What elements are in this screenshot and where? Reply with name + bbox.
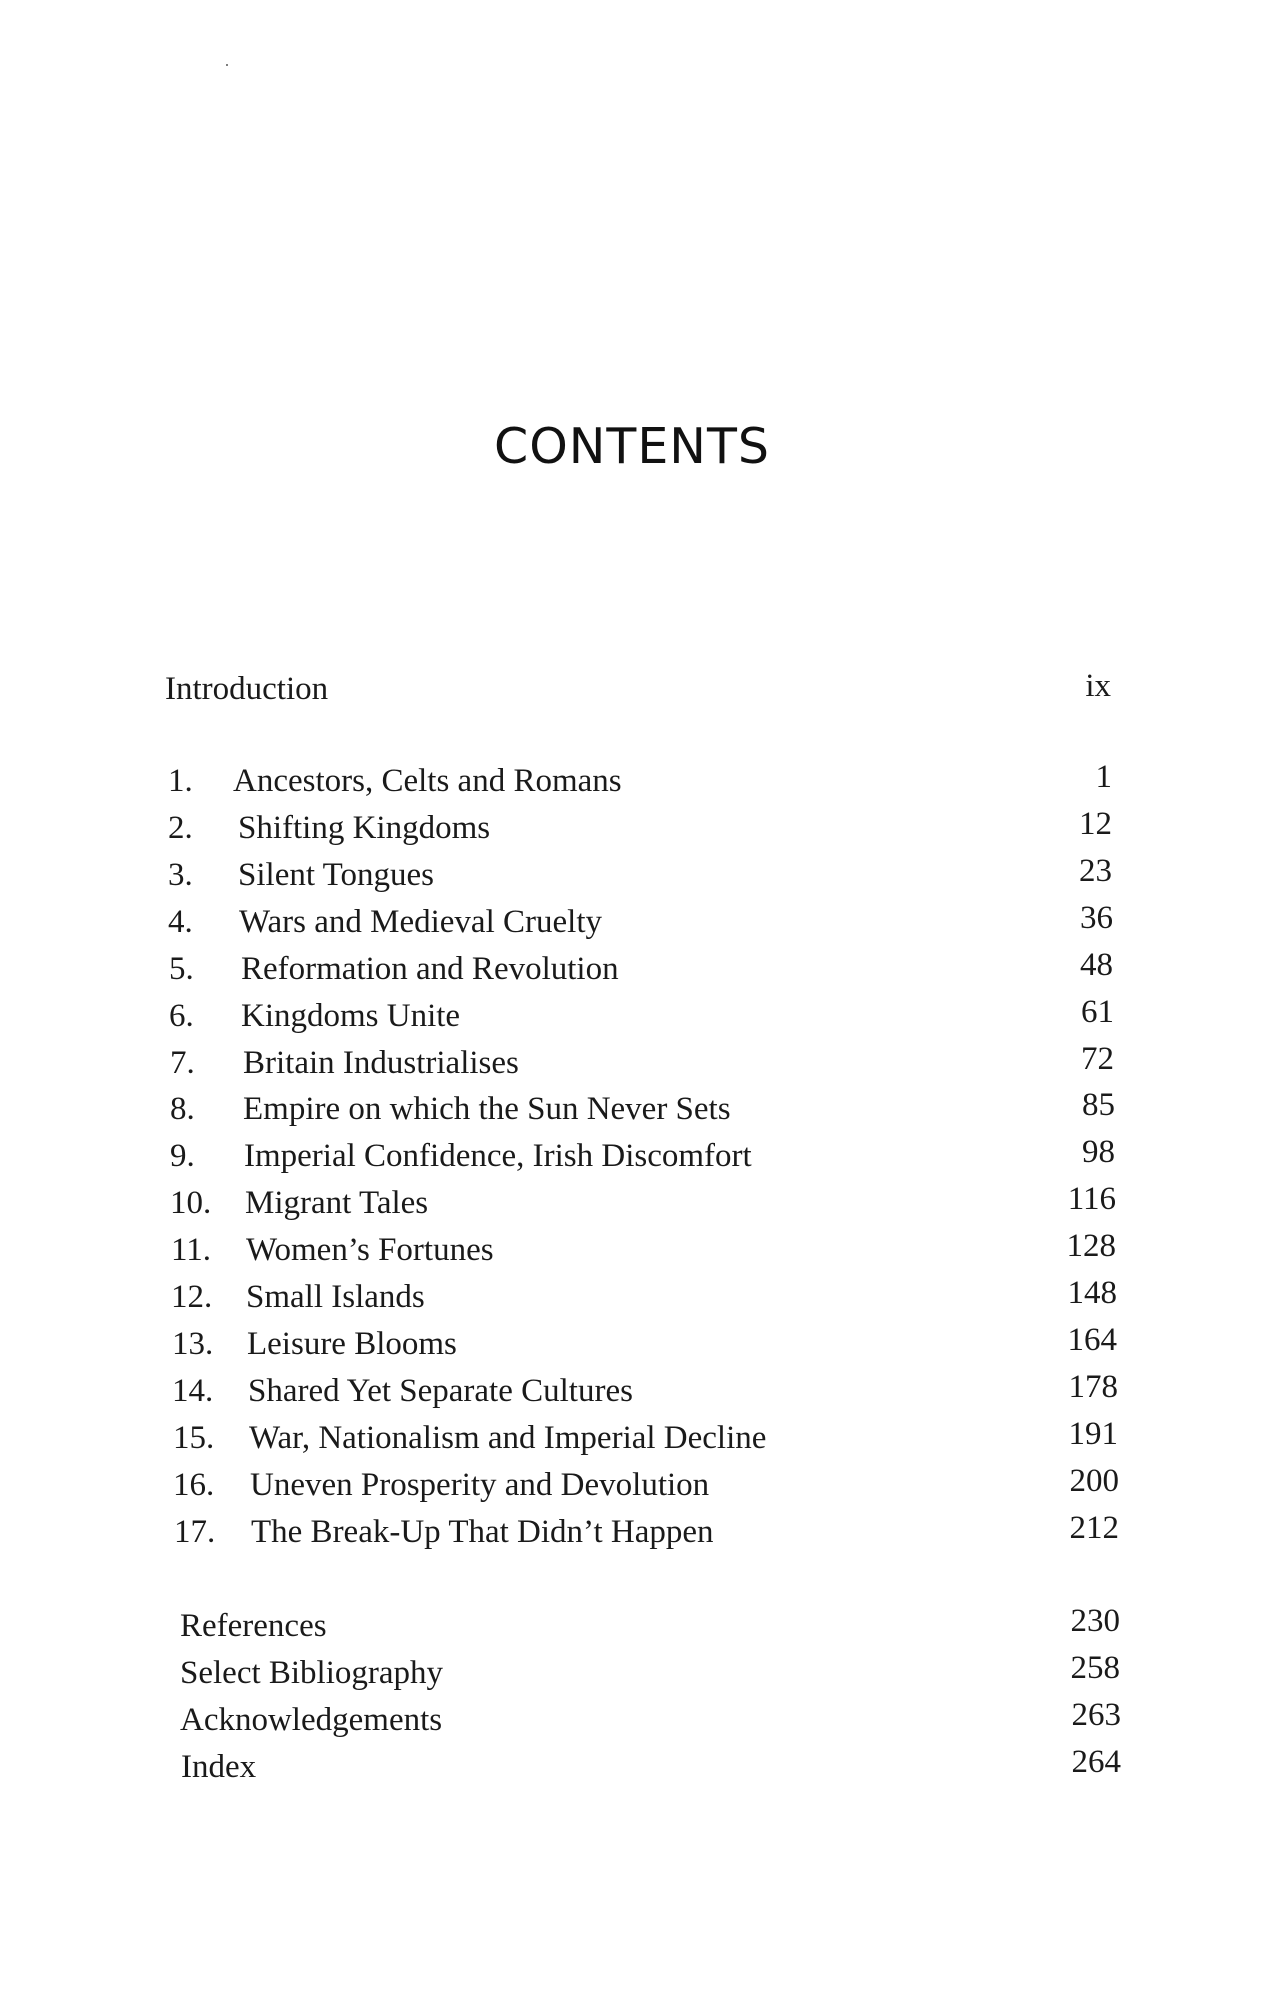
chapter-number: 7. [170,1045,195,1081]
chapter-page-number: 85 [1082,1087,1115,1123]
chapter-number: 17. [174,1514,216,1550]
chapter-title: Silent Tongues [238,857,435,893]
back-matter-entry [180,1604,780,1648]
chapter-title: Small Islands [246,1279,425,1315]
chapter-entry [170,1041,970,1085]
chapter-title: Uneven Prosperity and Devolution [250,1467,710,1503]
chapter-entry [169,947,969,991]
chapter-title: Shared Yet Separate Cultures [248,1373,633,1409]
chapter-entry [170,1181,970,1225]
chapter-page-number: 23 [1079,853,1112,889]
chapter-number: 11. [171,1232,212,1268]
chapter-entry [173,1416,973,1460]
chapter-number: 4. [168,904,193,940]
back-matter-label: Acknowledgements [180,1702,443,1738]
chapter-entry [171,1228,971,1272]
back-matter-page-number: 263 [1071,1697,1121,1733]
chapter-number: 3. [168,857,193,893]
chapter-page-number: 191 [1068,1416,1118,1452]
chapter-number: 12. [171,1279,213,1315]
chapter-title: Shifting Kingdoms [238,810,491,846]
chapter-title: Reformation and Revolution [241,951,619,987]
chapter-entry [173,1463,973,1507]
chapter-number: 10. [170,1185,212,1221]
chapter-entry [168,759,968,803]
back-matter-entry [180,1698,780,1742]
back-matter-page-number: 258 [1070,1650,1120,1686]
chapter-title: Women’s Fortunes [246,1232,494,1268]
chapter-entry [169,994,969,1038]
back-matter-label: References [180,1608,327,1644]
chapter-title: Empire on which the Sun Never Sets [243,1091,731,1127]
chapter-entry [170,1087,970,1131]
chapter-number: 15. [173,1420,215,1456]
chapter-title: War, Nationalism and Imperial Decline [249,1420,767,1456]
chapter-page-number: 12 [1079,806,1112,842]
intro-label: Introduction [165,671,329,707]
chapter-number: 9. [170,1138,195,1174]
chapter-title: Leisure Blooms [247,1326,457,1362]
chapter-entry [170,1134,970,1178]
chapter-page-number: 72 [1081,1041,1114,1077]
chapter-page-number: 128 [1066,1228,1116,1264]
back-matter-page-number: 230 [1070,1603,1120,1639]
chapter-title: Imperial Confidence, Irish Discomfort [244,1138,752,1174]
back-matter-page-number: 264 [1071,1744,1121,1780]
intro-page-number: ix [1085,668,1111,704]
chapter-page-number: 116 [1067,1181,1116,1217]
back-matter-label: Select Bibliography [180,1655,444,1691]
chapter-entry [172,1369,972,1413]
chapter-page-number: 1 [1095,759,1112,795]
chapter-entry [172,1322,972,1366]
chapter-number: 6. [169,998,194,1034]
chapter-number: 13. [172,1326,214,1362]
chapter-entry [168,853,968,897]
chapter-page-number: 212 [1069,1510,1119,1546]
chapter-title: Ancestors, Celts and Romans [233,763,622,799]
chapter-title: Kingdoms Unite [241,998,461,1034]
chapter-page-number: 48 [1080,947,1113,983]
chapter-entry [174,1510,974,1554]
chapter-number: 2. [168,810,193,846]
chapter-number: 1. [168,763,193,799]
chapter-page-number: 164 [1067,1322,1117,1358]
chapter-number: 14. [172,1373,214,1409]
back-matter-label: Index [181,1749,257,1785]
chapter-page-number: 36 [1080,900,1113,936]
chapter-entry [168,900,968,944]
chapter-number: 16. [173,1467,215,1503]
page-title: CONTENTS [493,418,771,475]
print-speck [226,64,228,66]
chapter-page-number: 200 [1069,1463,1119,1499]
back-matter-entry [180,1651,780,1695]
intro-entry [165,667,565,711]
chapter-title: The Break-Up That Didn’t Happen [251,1514,714,1550]
chapter-title: Britain Industrialises [243,1045,519,1081]
back-matter-entry [181,1745,781,1789]
chapter-title: Migrant Tales [245,1185,429,1221]
chapter-number: 5. [169,951,194,987]
chapter-page-number: 98 [1082,1134,1115,1170]
chapter-page-number: 148 [1067,1275,1117,1311]
chapter-title: Wars and Medieval Cruelty [239,904,602,940]
chapter-page-number: 61 [1081,994,1114,1030]
chapter-entry [168,806,968,850]
chapter-entry [171,1275,971,1319]
chapter-number: 8. [170,1091,195,1127]
chapter-page-number: 178 [1068,1369,1118,1405]
